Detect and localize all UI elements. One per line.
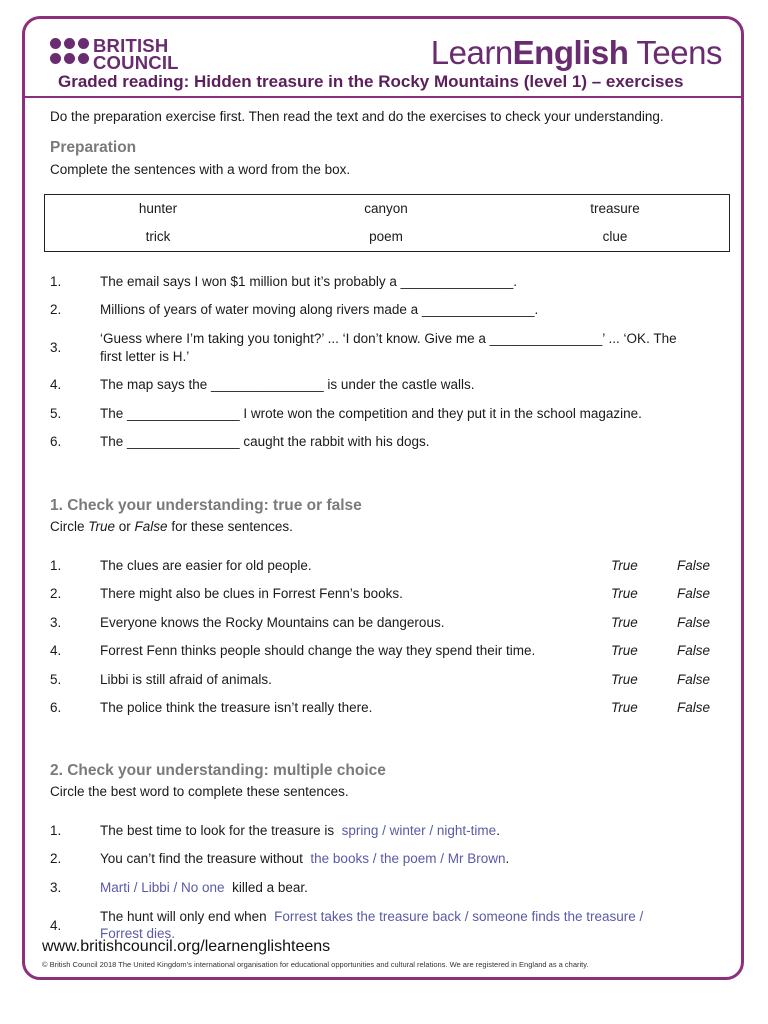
- mc-sentence: Marti / Libbi / No one killed a bear.: [100, 880, 308, 895]
- box-word: hunter: [138, 201, 178, 216]
- false-option[interactable]: False: [677, 700, 711, 715]
- preparation-heading: Preparation: [50, 139, 137, 156]
- box-word: clue: [602, 229, 628, 244]
- true-false-instruction: Circle True or False for these sentences.: [50, 519, 293, 534]
- multiple-choice-heading: 2. Check your understanding: multiple choice: [50, 762, 386, 779]
- mc-options[interactable]: Forrest takes the treasure back / someone finds the treasure /: [274, 909, 644, 924]
- box-word: trick: [145, 229, 171, 244]
- tf-statement: Forrest Fenn thinks people should change the way they spend their time.: [100, 643, 536, 658]
- item-number: 5.: [50, 406, 62, 421]
- true-option[interactable]: True: [611, 700, 638, 715]
- item-number: 2.: [50, 586, 62, 601]
- true-option[interactable]: True: [611, 672, 638, 687]
- false-option[interactable]: False: [677, 615, 711, 630]
- item-number: 2.: [50, 302, 62, 317]
- mc-options[interactable]: spring / winter / night-time: [341, 823, 497, 838]
- prep-sentence: The map says the _______________ is under the castle walls.: [100, 377, 475, 392]
- item-number: 1.: [50, 558, 62, 573]
- prep-sentence: The _______________ I wrote won the competition and they put it in the school magazine.: [100, 406, 642, 421]
- item-number: 3.: [50, 880, 62, 895]
- item-number: 5.: [50, 672, 62, 687]
- item-number: 4.: [50, 643, 62, 658]
- tf-statement: Everyone knows the Rocky Mountains can be dangerous.: [100, 615, 445, 630]
- intro-text: Do the preparation exercise first. Then read the text and do the exercises to check your understanding.: [50, 109, 664, 124]
- box-word: canyon: [364, 201, 408, 216]
- item-number: 3.: [50, 340, 62, 355]
- tf-statement: Libbi is still afraid of animals.: [100, 672, 272, 687]
- prep-sentence: Millions of years of water moving along rivers made a _______________.: [100, 302, 539, 317]
- false-option[interactable]: False: [677, 672, 711, 687]
- page-title: Graded reading: Hidden treasure in the Rocky Mountains (level 1) – exercises: [58, 72, 684, 91]
- learnenglish-teens-logo: LearnEnglish Teens: [430, 34, 722, 71]
- item-number: 6.: [50, 700, 62, 715]
- false-option[interactable]: False: [677, 586, 711, 601]
- box-word: treasure: [590, 201, 640, 216]
- true-option[interactable]: True: [611, 586, 638, 601]
- mc-options-continued[interactable]: Forrest dies.: [100, 926, 176, 941]
- footer-copyright: © British Council 2018 The United Kingdom’s international organisation for educational opportunities and cultural relations. We are registered in England as a charity.: [42, 960, 589, 969]
- mc-options[interactable]: Marti / Libbi / No one: [100, 880, 225, 895]
- header-divider: [25, 96, 741, 98]
- item-number: 1.: [50, 823, 62, 838]
- mc-sentence: The best time to look for the treasure is spring / winter / night-time.: [100, 823, 500, 838]
- item-number: 2.: [50, 851, 62, 866]
- box-word: poem: [369, 229, 403, 244]
- preparation-instruction: Complete the sentences with a word from the box.: [50, 162, 351, 177]
- false-option[interactable]: False: [677, 558, 711, 573]
- item-number: 4.: [50, 918, 62, 933]
- false-option[interactable]: False: [677, 643, 711, 658]
- true-option[interactable]: True: [611, 615, 638, 630]
- british-council-wordmark: BRITISH COUNCIL: [93, 35, 179, 73]
- mc-options[interactable]: the books / the poem / Mr Brown: [310, 851, 506, 866]
- true-false-heading: 1. Check your understanding: true or false: [50, 497, 362, 514]
- tf-statement: There might also be clues in Forrest Fenn’s books.: [100, 586, 403, 601]
- true-option[interactable]: True: [611, 558, 638, 573]
- prep-sentence: The email says I won $1 million but it’s probably a _______________.: [100, 274, 518, 289]
- prep-sentence: ‘Guess where I’m taking you tonight?’ ... ‘I don’t know. Give me a _______________’ ... ‘OK. The first letter is H.’: [100, 331, 677, 364]
- item-number: 1.: [50, 274, 62, 289]
- mc-sentence: You can’t find the treasure without the books / the poem / Mr Brown.: [100, 851, 510, 866]
- item-number: 3.: [50, 615, 62, 630]
- mc-sentence: The hunt will only end when Forrest takes the treasure back / someone finds the treasure / Forrest dies.: [100, 909, 644, 941]
- footer-url[interactable]: www.britishcouncil.org/learnenglishteens: [42, 938, 331, 955]
- british-council-logo-icon: [50, 38, 90, 72]
- item-number: 6.: [50, 434, 62, 449]
- prep-sentence: The _______________ caught the rabbit with his dogs.: [100, 434, 430, 449]
- item-number: 4.: [50, 377, 62, 392]
- true-option[interactable]: True: [611, 643, 638, 658]
- tf-statement: The clues are easier for old people.: [100, 558, 312, 573]
- multiple-choice-instruction: Circle the best word to complete these sentences.: [50, 784, 349, 799]
- tf-statement: The police think the treasure isn’t really there.: [100, 700, 373, 715]
